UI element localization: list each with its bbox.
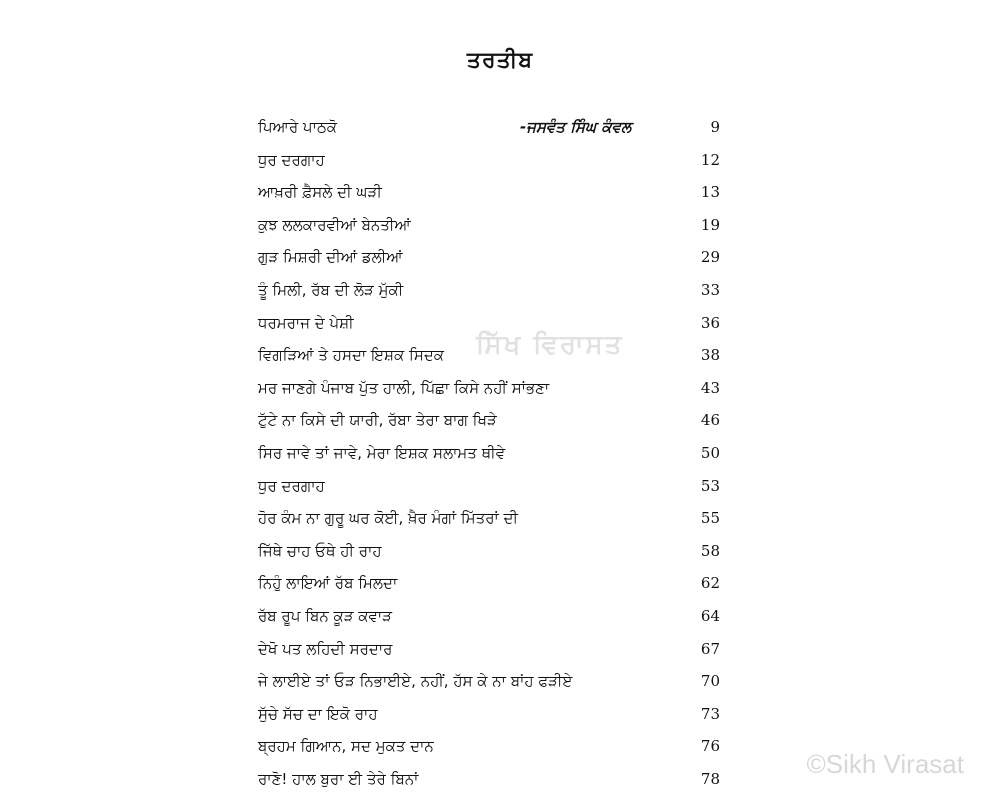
toc-entry <box>258 535 720 568</box>
toc-entry <box>258 111 720 144</box>
table-of-contents <box>258 111 720 795</box>
page-title: ਤਰਤੀਬ <box>466 48 534 73</box>
toc-entry-title: ਧਰਮਰਾਜ ਦੇ ਪੇਸ਼ੀ <box>258 313 354 332</box>
toc-entry-title: ਵਿਗੜਿਆਂ ਤੇ ਹਸਦਾ ਇਸ਼ਕ ਸਿਦਕ <box>258 346 444 365</box>
watermark-center: ਸਿੱਖ ਵਿਰਾਸਤ <box>476 330 624 360</box>
toc-entry-title: ਜਿੱਥੇ ਚਾਹ ਓਥੇ ਹੀ ਰਾਹ <box>258 541 382 560</box>
toc-entry-page-number: 12 <box>700 150 720 169</box>
toc-entry-page-number: 55 <box>700 509 720 528</box>
toc-entry-title: ਧੁਰ ਦਰਗਾਹ <box>258 476 325 495</box>
toc-entry-title: ਬ੍ਰਹਮ ਗਿਆਨ, ਸਦ ਮੁਕਤ ਦਾਨ <box>258 737 434 756</box>
toc-entry <box>258 372 720 405</box>
watermark-corner: ©Sikh Virasat <box>806 749 964 779</box>
toc-entry-title: ਕੁਝ ਲਲਕਾਰਵੀਆਂ ਬੇਨਤੀਆਂ <box>258 215 411 234</box>
toc-entry <box>258 274 720 307</box>
toc-entry-page-number: 73 <box>700 704 720 723</box>
toc-entry-page-number: 36 <box>700 313 720 332</box>
toc-entry-page-number: 50 <box>700 443 720 462</box>
toc-entry <box>258 633 720 666</box>
toc-entry-page-number: 64 <box>700 606 720 625</box>
toc-entry-title: ਸੁੱਚੇ ਸੱਚ ਦਾ ਇਕੋ ਰਾਹ <box>258 704 378 723</box>
toc-entry <box>258 665 720 698</box>
toc-entry-title: ਧੁਰ ਦਰਗਾਹ <box>258 150 325 169</box>
toc-entry <box>258 176 720 209</box>
toc-entry-title: ਜੇ ਲਾਈਏ ਤਾਂ ਓੜ ਨਿਭਾਈਏ, ਨਹੀਂ, ਹੱਸ ਕੇ ਨਾ ਬਾਂਹ ਫੜੀਏ <box>258 672 573 691</box>
toc-entry-page-number: 78 <box>700 769 720 788</box>
toc-entry-page-number: 33 <box>700 280 720 299</box>
toc-entry-page-number: 58 <box>700 541 720 560</box>
toc-entry <box>258 437 720 470</box>
toc-entry-page-number: 70 <box>700 672 720 691</box>
toc-entry-title: ਰੱਬ ਰੂਪ ਬਿਨ ਕੂੜ ਕਵਾੜ <box>258 606 393 625</box>
toc-entry-title: ਪਿਆਰੇ ਪਾਠਕੋ <box>258 118 337 136</box>
toc-entry <box>258 698 720 731</box>
toc-entry <box>258 404 720 437</box>
toc-entry-page-number: 13 <box>700 183 720 202</box>
toc-entry <box>258 502 720 535</box>
toc-entry-title: ਨਿਹੁੰ ਲਾਇਆਂ ਰੱਬ ਮਿਲਦਾ <box>258 574 398 593</box>
toc-entry-title: ਟੁੱਟੇ ਨਾ ਕਿਸੇ ਦੀ ਯਾਰੀ, ਰੱਬਾ ਤੇਰਾ ਬਾਗ ਖਿੜੇ <box>258 411 497 430</box>
toc-entry-title: ਸਿਰ ਜਾਵੇ ਤਾਂ ਜਾਵੇ, ਮੇਰਾ ਇਸ਼ਕ ਸਲਾਮਤ ਥੀਵੇ <box>258 443 506 462</box>
toc-entry <box>258 763 720 796</box>
toc-entry-title: ਦੇਖੋ ਪਤ ਲਹਿਦੀ ਸਰਦਾਰ <box>258 639 393 658</box>
toc-entry-page-number: 76 <box>700 737 720 756</box>
toc-entry-page-number: 9 <box>710 118 720 136</box>
toc-entry <box>258 730 720 763</box>
toc-entry-title: ਤੂੰ ਮਿਲੀ, ਰੱਬ ਦੀ ਲੋੜ ਮੁੱਕੀ <box>258 280 404 299</box>
toc-entry-title: ਰਾਣੋ! ਹਾਲ ਬੁਰਾ ਈ ਤੇਰੇ ਬਿਨਾਂ <box>258 769 419 788</box>
toc-entry-title: ਗੁੜ ਮਿਸ਼ਰੀ ਦੀਆਂ ਡਲੀਆਂ <box>258 248 403 267</box>
toc-entry-page-number: 62 <box>700 574 720 593</box>
toc-entry <box>258 567 720 600</box>
toc-entry <box>258 470 720 503</box>
toc-entry-page-number: 53 <box>700 476 720 495</box>
toc-entry-title: ਮਰ ਜਾਣਗੇ ਪੰਜਾਬ ਪੁੱਤ ਹਾਲੀ, ਪਿੱਛਾ ਕਿਸੇ ਨਹੀਂ ਸਾਂਭਣਾ <box>258 378 550 397</box>
toc-entry-title: ਆਖ਼ਰੀ ਫ਼ੈਸਲੇ ਦੀ ਘੜੀ <box>258 183 382 202</box>
toc-entry <box>258 209 720 242</box>
toc-entry <box>258 600 720 633</box>
toc-entry-title: ਹੋਰ ਕੰਮ ਨਾ ਗੁਰੂ ਘਰ ਕੋਈ, ਖ਼ੈਰ ਮੰਗਾਂ ਮਿੱਤਰਾਂ ਦੀ <box>258 509 518 528</box>
toc-entry-page-number: 29 <box>700 248 720 267</box>
toc-entry-page-number: 19 <box>700 215 720 234</box>
toc-entry-page-number: 46 <box>700 411 720 430</box>
toc-entry-page-number: 38 <box>700 346 720 365</box>
toc-entry <box>258 339 720 372</box>
toc-entry <box>258 241 720 274</box>
toc-entry <box>258 307 720 340</box>
toc-entry-page-number: 43 <box>700 378 720 397</box>
toc-entry <box>258 144 720 177</box>
toc-entry-page-number: 67 <box>700 639 720 658</box>
toc-entry-author: -ਜਸਵੰਤ ਸਿੰਘ ਕੰਵਲ <box>520 118 632 136</box>
